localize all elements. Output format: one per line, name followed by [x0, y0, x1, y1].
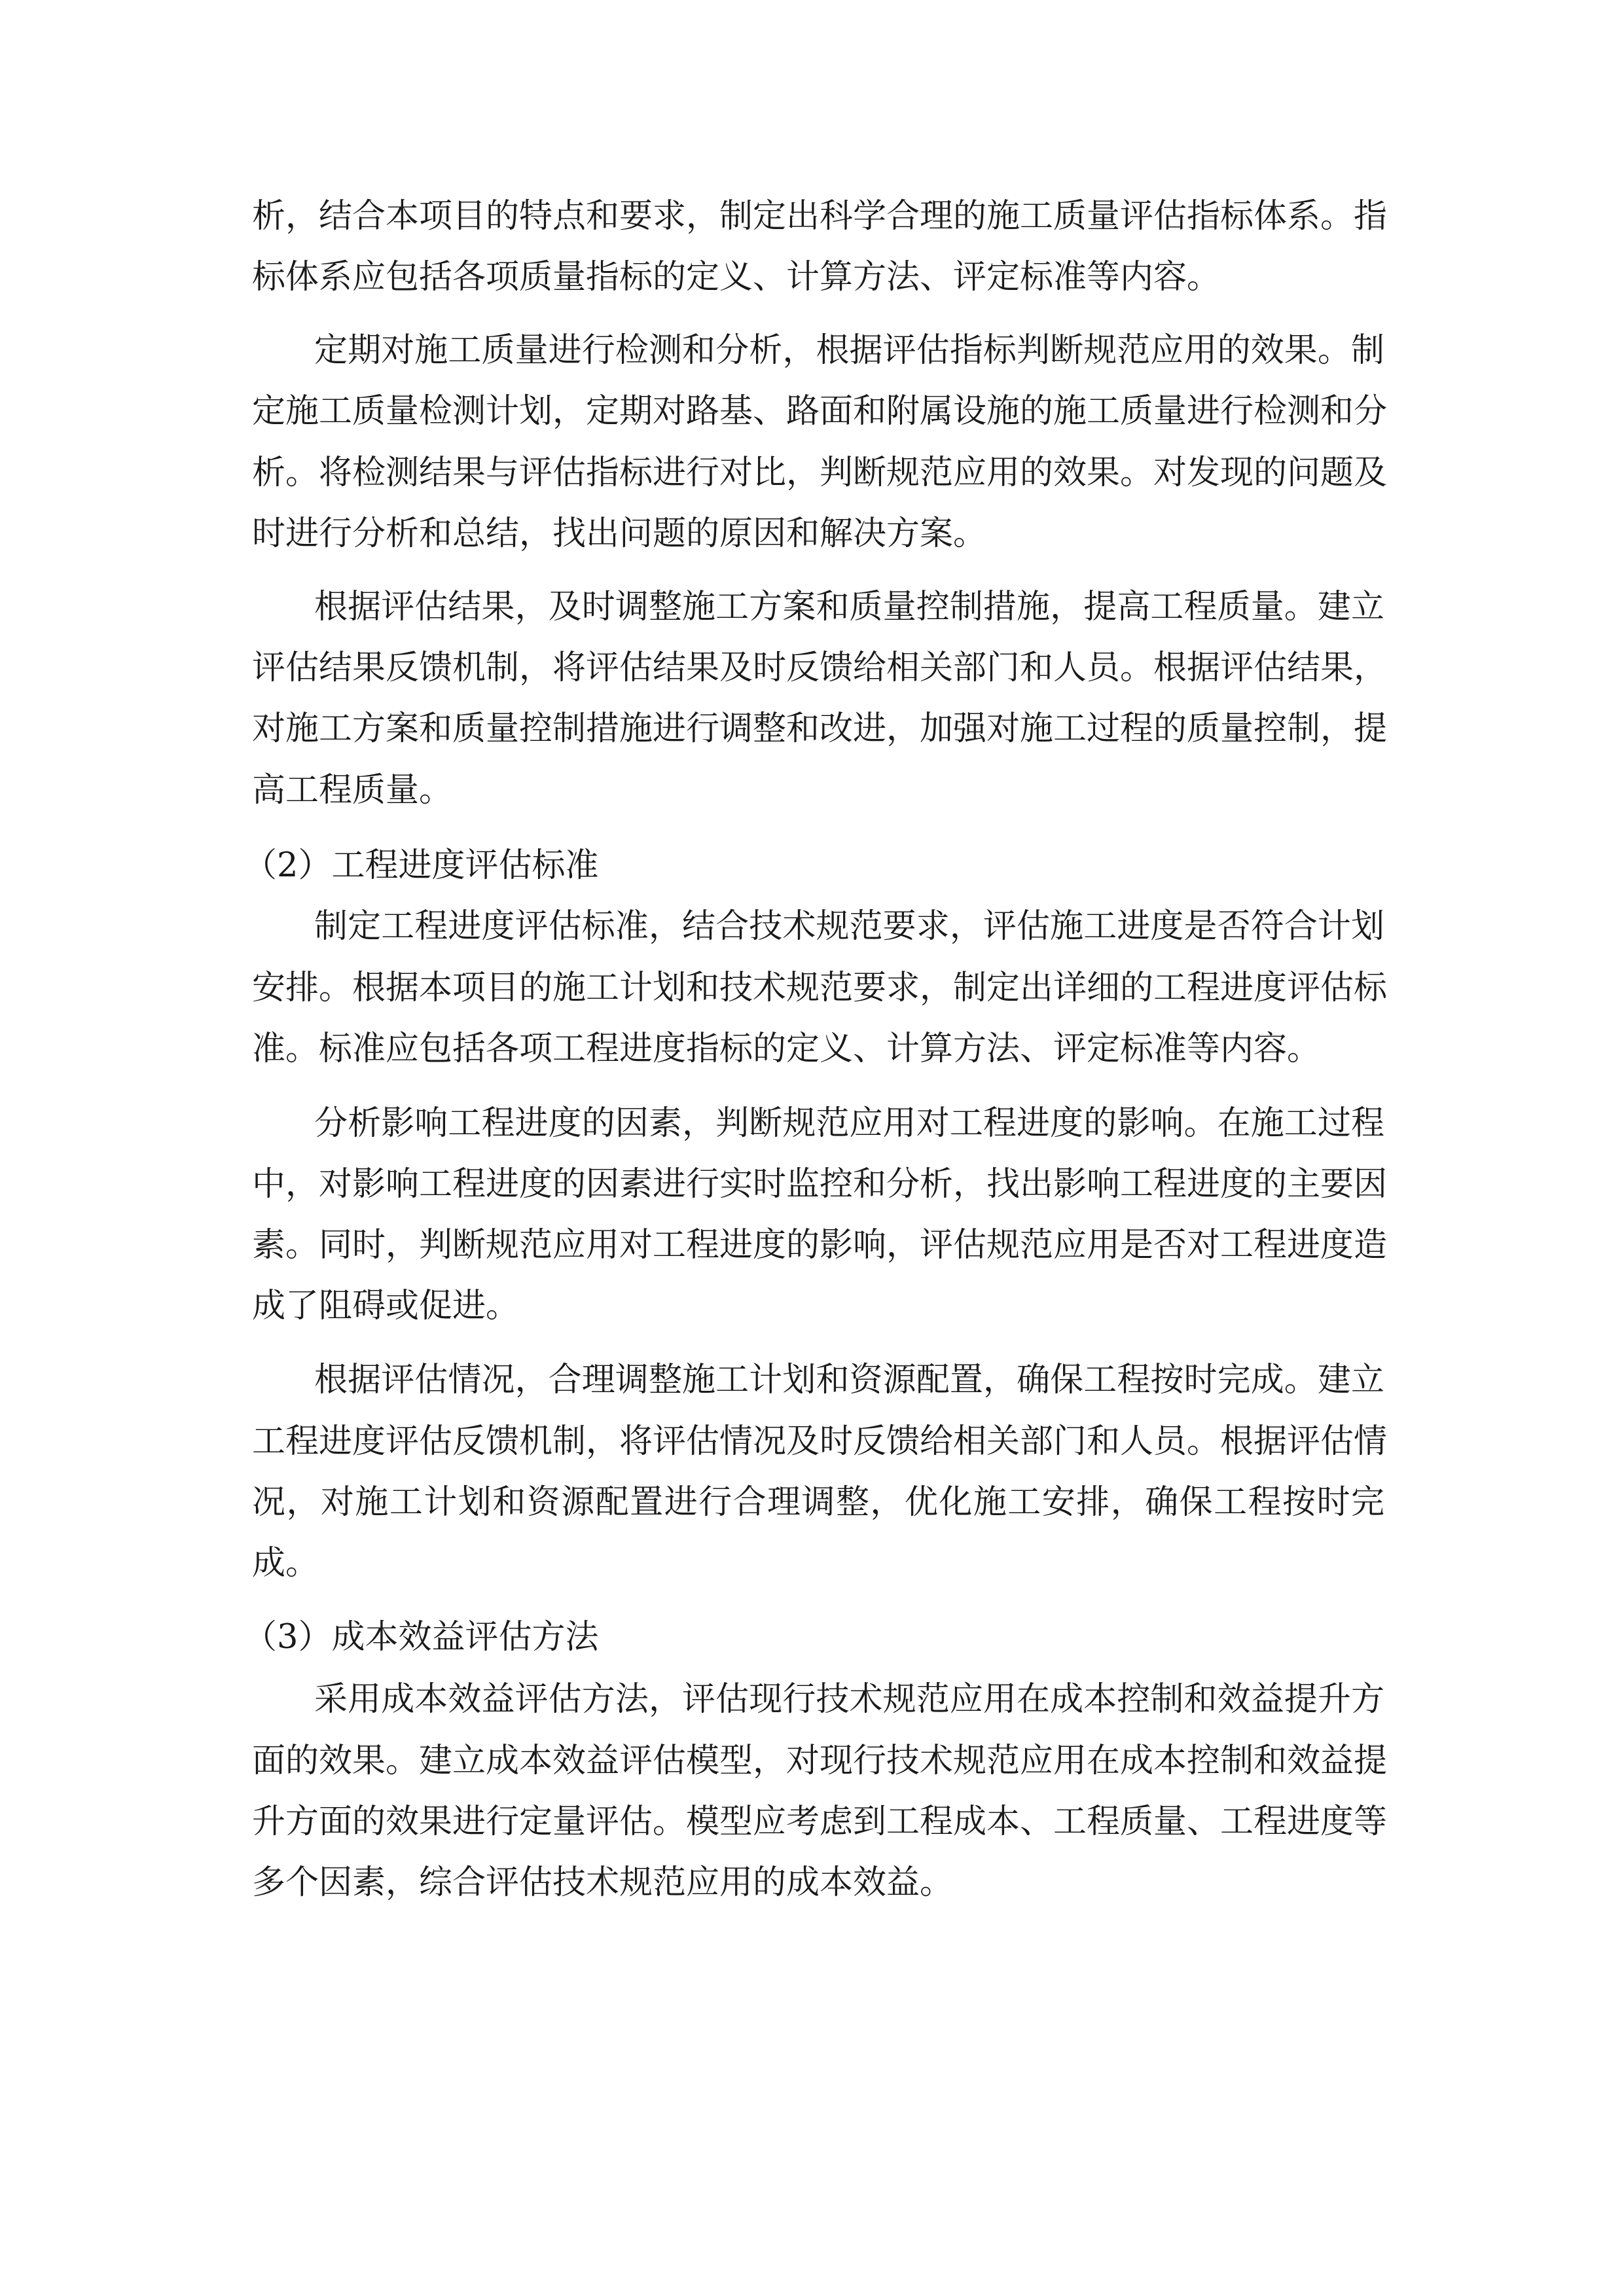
paragraph-line: 面的效果。建立成本效益评估模型，对现行技术规范应用在成本控制和效益提: [252, 1742, 1388, 1780]
paragraph-line: 安排。根据本项目的施工计划和技术规范要求，制定出详细的工程进度评估标: [252, 969, 1388, 1007]
paragraph-line: 工程进度评估反馈机制，将评估情况及时反馈给相关部门和人员。根据评估情: [252, 1422, 1388, 1461]
paragraph-line: 中，对影响工程进度的因素进行实时监控和分析，找出影响工程进度的主要因: [252, 1165, 1388, 1204]
paragraph-line: 况，对施工计划和资源配置进行合理调整，优化施工安排，确保工程按时完: [252, 1483, 1384, 1522]
section-heading: （3）成本效益评估方法: [244, 1618, 599, 1657]
paragraph-line: 时进行分析和总结，找出问题的原因和解决方案。: [252, 514, 987, 553]
paragraph-line: 定施工质量检测计划，定期对路基、路面和附属设施的施工质量进行检测和分: [252, 392, 1388, 431]
paragraph-line: 准。标准应包括各项工程进度指标的定义、计算方法、评定标准等内容。: [252, 1030, 1321, 1068]
paragraph-line: 多个因素，综合评估技术规范应用的成本效益。: [252, 1863, 954, 1902]
section-heading: （2）工程进度评估标准: [244, 846, 599, 885]
paragraph-line: 根据评估情况，合理调整施工计划和资源配置，确保工程按时完成。建立: [314, 1361, 1384, 1399]
paragraph-line: 制定工程进度评估标准，结合技术规范要求，评估施工进度是否符合计划: [314, 907, 1384, 946]
paragraph-line: 析。将检测结果与评估指标进行对比，判断规范应用的效果。对发现的问题及: [252, 454, 1388, 492]
paragraph-line: 成了阻碍或促进。: [252, 1287, 520, 1325]
paragraph-line: 分析影响工程进度的因素，判断规范应用对工程进度的影响。在施工过程: [314, 1104, 1384, 1143]
paragraph-line: 定期对施工质量进行检测和分析，根据评估指标判断规范应用的效果。制: [314, 331, 1384, 370]
paragraph-line: 根据评估结果，及时调整施工方案和质量控制措施，提高工程质量。建立: [314, 588, 1384, 626]
paragraph-line: 升方面的效果进行定量评估。模型应考虑到工程成本、工程质量、工程进度等: [252, 1803, 1388, 1841]
paragraph-line: 采用成本效益评估方法，评估现行技术规范应用在成本控制和效益提升方: [314, 1680, 1384, 1719]
paragraph-line: 成。: [252, 1544, 319, 1583]
paragraph-line: 标体系应包括各项质量指标的定义、计算方法、评定标准等内容。: [252, 258, 1221, 296]
paragraph-line: 对施工方案和质量控制措施进行调整和改进，加强对施工过程的质量控制，提: [252, 709, 1388, 748]
paragraph-line: 评估结果反馈机制，将评估结果及时反馈给相关部门和人员。根据评估结果，: [252, 649, 1388, 687]
paragraph-line: 素。同时，判断规范应用对工程进度的影响，评估规范应用是否对工程进度造: [252, 1226, 1388, 1265]
paragraph-line: 高工程质量。: [252, 771, 453, 810]
paragraph-line: 析，结合本项目的特点和要求，制定出科学合理的施工质量评估指标体系。指: [252, 197, 1388, 236]
